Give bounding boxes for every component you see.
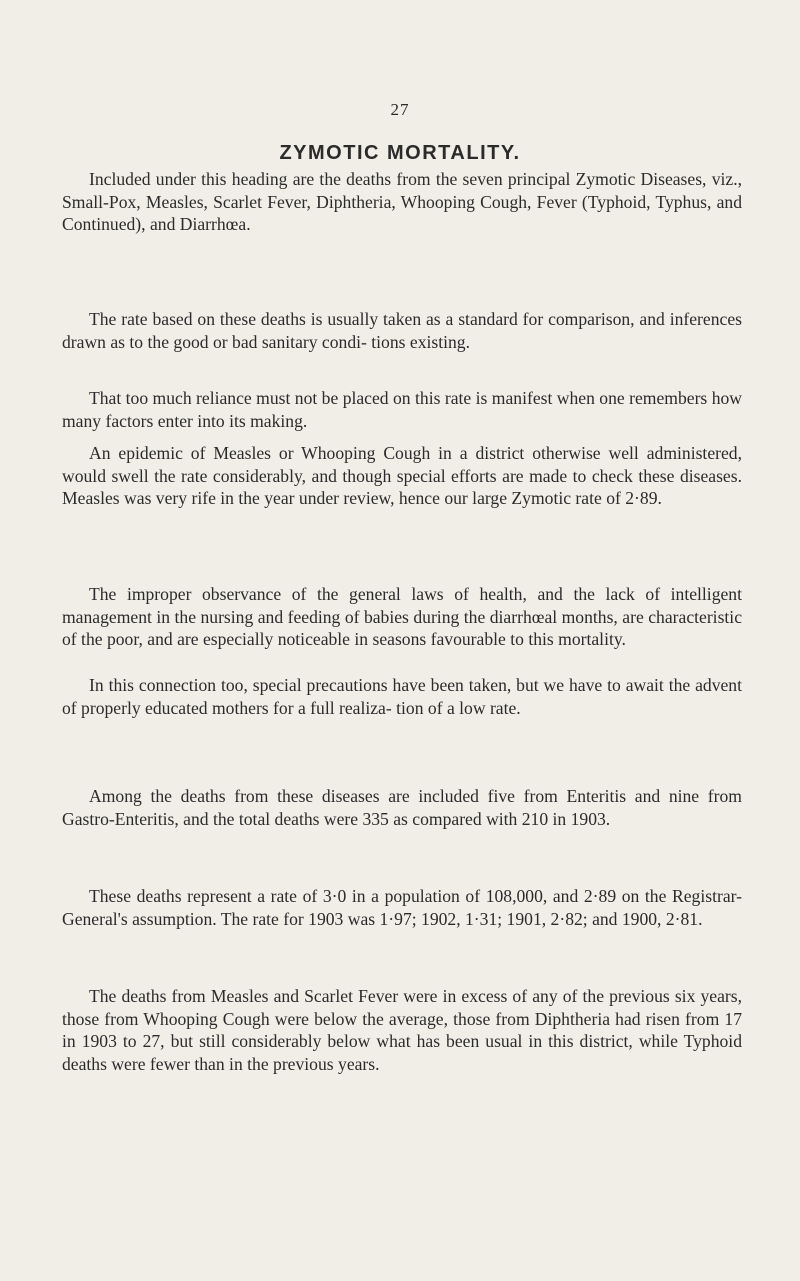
paragraph-reliance: That too much reliance must not be placed on this rate is manifest when one remembers how many factors enter into its making. [62, 388, 742, 431]
paragraph-epidemic: An epidemic of Measles or Whooping Cough in a district otherwise well administered, would swell the rate considerably, and though special efforts are made to check these diseases. Measles was very rife in the year under review, hence our large Zymotic rate of 2·89. [62, 443, 742, 508]
page-number: 27 [390, 100, 410, 119]
paragraph-measles-scarlet-fever: The deaths from Measles and Scarlet Fever were in excess of any of the previous six years, those from Whooping Cough were below the average, those from Diphtheria had risen from 17 in 1903 to 27, but still considerably below what has been usual in this district, while Typhoid deaths were fewer than in the previous years. [62, 986, 742, 1074]
paragraph-precautions: In this connection too, special precautions have been taken, but we have to await the advent of properly educated mothers for a full realiza- tion of a low rate. [62, 675, 742, 718]
paragraph-rate-standard: The rate based on these deaths is usually taken as a standard for comparison, and inferences drawn as to the good or bad sanitary condi- tions existing. [62, 309, 742, 352]
paragraph-improper-observance: The improper observance of the general laws of health, and the lack of intelligent management in the nursing and feeding of babies during the diarrhœal months, are characteristic of the poor, and are especially noticeable in seasons favourable to this mortality. [62, 584, 742, 649]
paragraph-enteritis: Among the deaths from these diseases are included five from Enteritis and nine from Gastro-Enteritis, and the total deaths were 335 as compared with 210 in 1903. [62, 786, 742, 829]
paragraph-rates: These deaths represent a rate of 3·0 in a population of 108,000, and 2·89 on the Registrar-General's assumption. The rate for 1903 was 1·97; 1902, 1·31; 1901, 2·82; and 1900, 2·81. [62, 886, 742, 929]
section-title: ZYMOTIC MORTALITY. [279, 142, 521, 164]
paragraph-zymotic-diseases: Included under this heading are the deaths from the seven principal Zymotic Diseases, viz., Small-Pox, Measles, Scarlet Fever, Diphtheria, Whooping Cough, Fever (Typhoid, Typhus, and Continued), and Diarrhœa. [62, 169, 742, 234]
